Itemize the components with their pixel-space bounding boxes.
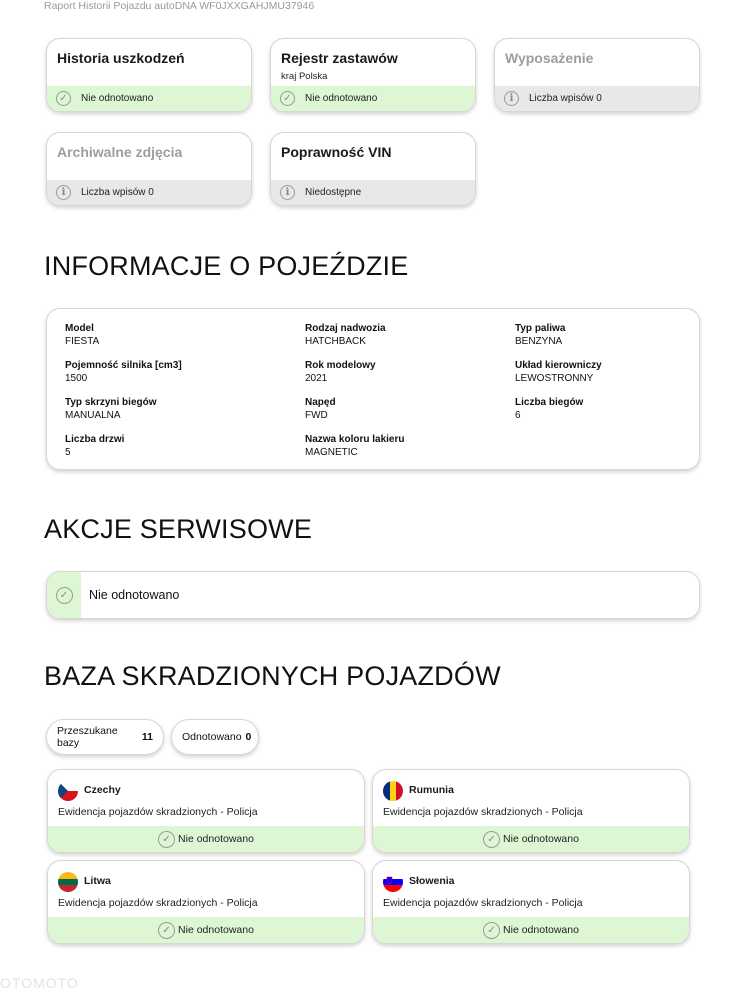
country-status-text: Nie odnotowano	[503, 833, 579, 845]
card-title: Archiwalne zdjęcia	[57, 144, 183, 160]
field-value: HATCHBACK	[305, 335, 366, 347]
country-status-text: Nie odnotowano	[503, 924, 579, 936]
country-name: Rumunia	[409, 784, 454, 796]
field-value: 5	[65, 446, 71, 458]
stolen-db-heading: BAZA SKRADZIONYCH POJAZDÓW	[44, 661, 501, 691]
card-title: Wyposażenie	[505, 50, 594, 66]
info-field	[65, 397, 157, 422]
pill-label: Odnotowano	[182, 731, 242, 743]
info-field	[65, 360, 182, 385]
field-label: Rodzaj nadwozia	[305, 323, 386, 334]
field-label: Rok modelowy	[305, 360, 376, 371]
info-circle-icon: i	[504, 91, 519, 106]
info-field	[515, 323, 565, 348]
country-desc: Ewidencja pojazdów skradzionych - Policja	[58, 806, 258, 818]
card-status	[495, 86, 699, 111]
country-status	[48, 826, 364, 852]
check-circle-icon: ✓	[483, 831, 500, 848]
info-circle-icon: i	[56, 185, 71, 200]
card-status	[47, 180, 251, 205]
country-desc: Ewidencja pojazdów skradzionych - Policja	[383, 897, 583, 909]
info-field	[305, 360, 376, 385]
country-card-czechy[interactable]	[47, 769, 365, 853]
pledge-register-card[interactable]	[270, 38, 476, 112]
country-card-rumunia[interactable]	[372, 769, 690, 853]
report-header: Raport Historii Pojazdu autoDNA WF0JXXGAHJMU37946	[44, 0, 315, 12]
info-field	[65, 323, 99, 348]
field-value: LEWOSTRONNY	[515, 372, 594, 384]
card-status	[271, 86, 475, 111]
info-field	[305, 434, 404, 459]
field-label: Typ skrzyni biegów	[65, 397, 157, 408]
card-status	[47, 86, 251, 111]
card-title: Rejestr zastawów	[281, 50, 398, 66]
country-name: Czechy	[84, 784, 121, 796]
field-label: Pojemność silnika [cm3]	[65, 360, 182, 371]
service-actions-heading: AKCJE SERWISOWE	[44, 514, 313, 544]
field-label: Nazwa koloru lakieru	[305, 434, 405, 445]
country-name: Litwa	[84, 875, 111, 887]
check-circle-icon: ✓	[56, 587, 73, 604]
equipment-card[interactable]	[494, 38, 700, 112]
archive-photos-card[interactable]	[46, 132, 252, 206]
country-status	[373, 917, 689, 943]
cz-flag-icon	[58, 781, 78, 801]
si-flag-icon	[383, 872, 403, 892]
vin-validity-card[interactable]	[270, 132, 476, 206]
card-status-text: Nie odnotowano	[81, 93, 154, 104]
country-card-litwa[interactable]	[47, 860, 365, 944]
lt-flag-icon	[58, 872, 78, 892]
pill-count: 0	[245, 731, 252, 743]
info-field	[305, 397, 336, 422]
field-label: Napęd	[305, 397, 336, 408]
field-value: FWD	[305, 409, 328, 421]
card-title: Poprawność VIN	[281, 144, 392, 160]
card-subtitle: kraj Polska	[281, 71, 328, 82]
vehicle-info-card	[46, 308, 700, 470]
card-status-text: Niedostępne	[305, 187, 362, 198]
field-value: 6	[515, 409, 521, 421]
country-status	[373, 826, 689, 852]
field-label: Liczba biegów	[515, 397, 584, 408]
country-name: Słowenia	[409, 875, 455, 887]
country-status-text: Nie odnotowano	[178, 833, 254, 845]
field-value: MAGNETIC	[305, 446, 358, 458]
field-label: Model	[65, 323, 94, 334]
found-records-pill[interactable]	[171, 719, 259, 755]
field-label: Typ paliwa	[515, 323, 566, 334]
damage-history-card[interactable]	[46, 38, 252, 112]
country-desc: Ewidencja pojazdów skradzionych - Policja	[383, 806, 583, 818]
check-circle-icon: ✓	[483, 922, 500, 939]
card-status-text: Nie odnotowano	[305, 93, 378, 104]
info-field	[65, 434, 124, 459]
field-value: BENZYNA	[515, 335, 563, 347]
info-circle-icon: i	[280, 185, 295, 200]
card-status	[271, 180, 475, 205]
country-status-text: Nie odnotowano	[178, 924, 254, 936]
check-circle-icon: ✓	[56, 91, 71, 106]
field-value: 2021	[305, 372, 328, 384]
card-status-text: Liczba wpisów 0	[529, 93, 602, 104]
field-label: Układ kierowniczy	[515, 360, 602, 371]
country-status	[48, 917, 364, 943]
vehicle-info-heading: INFORMACJE O POJEŹDZIE	[44, 251, 409, 281]
field-value: FIESTA	[65, 335, 100, 347]
service-status-text: Nie odnotowano	[89, 588, 180, 602]
ro-flag-icon	[383, 781, 403, 801]
check-circle-icon: ✓	[158, 831, 175, 848]
pill-label: Przeszukane bazy	[57, 725, 118, 749]
card-title: Historia uszkodzeń	[57, 50, 185, 66]
field-value: MANUALNA	[65, 409, 121, 421]
country-desc: Ewidencja pojazdów skradzionych - Policja	[58, 897, 258, 909]
check-circle-icon: ✓	[280, 91, 295, 106]
service-actions-card[interactable]	[46, 571, 700, 619]
info-field	[515, 360, 602, 385]
searched-databases-pill[interactable]	[46, 719, 164, 755]
check-circle-icon: ✓	[158, 922, 175, 939]
field-label: Liczba drzwi	[65, 434, 125, 445]
info-field	[305, 323, 386, 348]
field-value: 1500	[65, 372, 88, 384]
pill-count: 11	[141, 731, 153, 743]
watermark: OTOMOTO	[0, 975, 79, 991]
info-field	[515, 397, 583, 422]
card-status-text: Liczba wpisów 0	[81, 187, 154, 198]
status-strip	[47, 572, 81, 618]
country-card-slowenia[interactable]	[372, 860, 690, 944]
